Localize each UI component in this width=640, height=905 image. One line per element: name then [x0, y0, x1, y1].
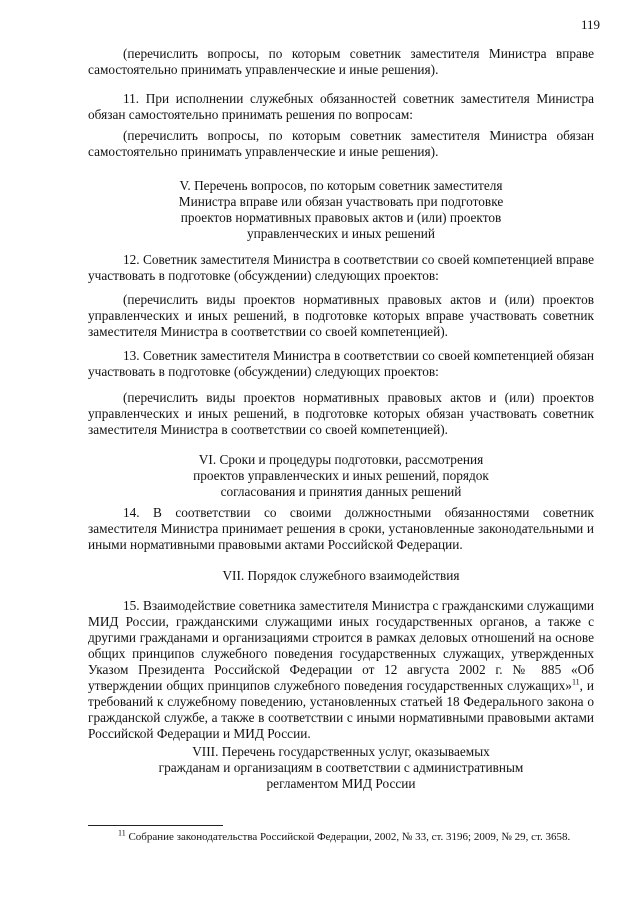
footnote-reference: 11 [571, 677, 580, 687]
paragraph-10-note: (перечислить вопросы, по которым советник заместителя Министра вправе самостоятельно принимать управленческие и иные решения). [88, 46, 594, 77]
paragraph-14: 14. В соответствии со своими должностными обязанностями советник заместителя Министра принимает решения в сроки, установленные законодательными и иными нормативными правовыми актами Российской Федерации. [88, 505, 594, 552]
paragraph-12-note: (перечислить виды проектов нормативных правовых актов и (или) проектов управленческих и иных решений, в подготовке которых вправе участвовать советник заместителя Министра в соответствии со своей компетенцией). [88, 292, 594, 339]
footnote-text: Собрание законодательства Российской Федерации, 2002, № 33, ст. 3196; 2009, № 29, ст. 3658. [128, 831, 571, 843]
paragraph-13: 13. Советник заместителя Министра в соответствии со своей компетенцией обязан участвовать в подготовке (обсуждении) следующих проектов: [88, 348, 594, 379]
paragraph-11-note: (перечислить вопросы, по которым советник заместителя Министра обязан самостоятельно принимать управленческие и иные решения). [88, 128, 594, 159]
section-heading-viii: VIII. Перечень государственных услуг, оказываемых гражданам и организациям в соответствии с административным регламентом МИД России [158, 744, 524, 791]
paragraph-15: 15. Взаимодействие советника заместителя Министра с гражданскими служащими МИД России, гражданскими служащими иных государственных органов, а также с другими гражданами и организациями строится в рамках деловых отношений на основе общих принципов служебного поведения государственных служащих, утвержденных Указом Президента Российской Федерации от 12 августа 2002 г. № 885 «Об утверждении общих принципов служебного поведения государственных служащих»$^{11}$, и требований к служебному поведению, установленных статьей 18 Федерального закона о гражданской службе, а также в соответствии с иными нормативными правовыми актами Российской Федерации и МИД России. [88, 598, 595, 741]
footnote-divider [88, 825, 223, 826]
paragraph-12: 12. Советник заместителя Министра в соответствии со своей компетенцией вправе участвовать в подготовке (обсуждении) следующих проектов: [88, 252, 594, 283]
paragraph-11: 11. При исполнении служебных обязанностей советник заместителя Министра обязан самостоятельно принимать решения по вопросам: [88, 91, 594, 122]
footnote-mark: 11 [118, 828, 126, 838]
paragraph-13-note: (перечислить виды проектов нормативных правовых актов и (или) проектов управленческих и иных решений, в подготовке которых обязан участвовать советник заместителя Министра в соответствии со своей компетенцией). [88, 390, 594, 437]
section-heading-v: V. Перечень вопросов, по которым советник заместителя Министра вправе или обязан участвовать при подготовке проектов нормативных правовых актов и (или) проектов управленческих и иных решений [178, 178, 504, 241]
section-heading-vi: VI. Сроки и процедуры подготовки, рассмотрения проектов управленческих и иных решений, порядок согласования и принятия данных решений [193, 452, 489, 499]
section-heading-vii: VII. Порядок служебного взаимодействия [222, 568, 460, 583]
footnote [118, 828, 598, 844]
page-number: 119 [580, 17, 600, 32]
